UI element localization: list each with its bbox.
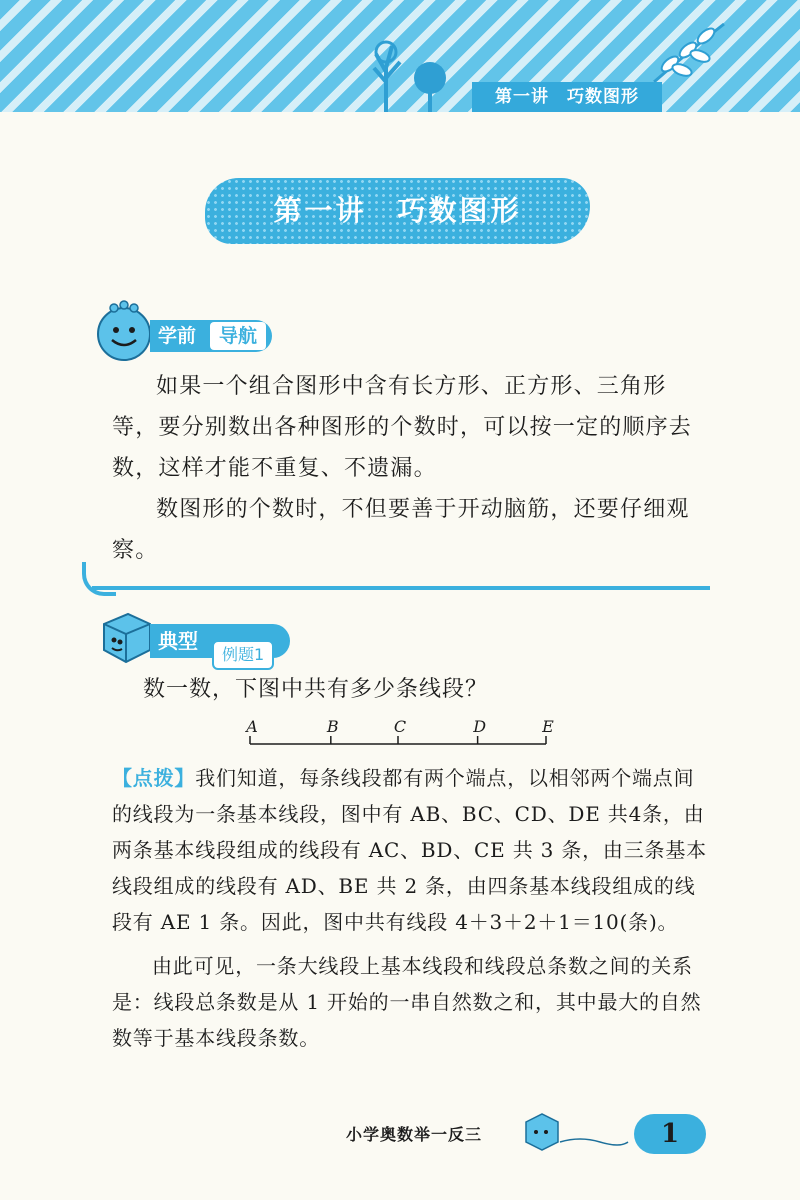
page-number: 1	[634, 1114, 706, 1154]
section-divider	[92, 586, 710, 590]
cube-mascot-small-icon	[520, 1108, 630, 1152]
running-title: 第一讲 巧数图形	[472, 82, 662, 112]
page-title: 第一讲 巧数图形	[205, 178, 590, 244]
intro-heading	[150, 320, 272, 352]
book-title: 小学奥数举一反三	[346, 1125, 483, 1144]
leaf-icon	[648, 18, 728, 88]
intro-heading-part2: 导航	[210, 322, 266, 350]
intro-text	[112, 366, 712, 571]
example-question: 数一数，下图中共有多少条线段？	[143, 677, 489, 702]
example-heading-part2: 例题1	[212, 640, 274, 670]
point-label-A: A	[246, 717, 258, 736]
point-label-B: B	[326, 717, 339, 736]
smiley-mascot-icon	[94, 300, 158, 364]
line-segment-figure	[240, 710, 560, 754]
intro-paragraph-2: 数图形的个数时，不但要善于开动脑筋，还要仔细观察。	[112, 497, 690, 563]
hint-label: 【点拨】	[112, 766, 196, 790]
hint-block	[112, 760, 712, 1056]
example-heading-part1: 典型	[158, 629, 198, 653]
hint-text: 我们知道，每条线段都有两个端点，以相邻两个端点间的线段为一条基本线段，图中有 AB、BC、CD、DE 共4条，由两条基本线段组成的线段有 AC、BD、CE 共 3 条，由三条基本线段组成的线段有 AD、BE 共 2 条，由四条基本线段组成的线段有 AE 1 条。因此，图中共有线段 4＋3＋2＋1＝10(条)。	[112, 766, 707, 934]
point-label-C: C	[393, 717, 407, 736]
cube-mascot-icon	[94, 604, 158, 668]
tree-icon	[352, 38, 462, 112]
point-label-D: D	[473, 717, 487, 736]
intro-heading-part1: 学前	[158, 325, 197, 347]
section-divider-curve	[82, 562, 116, 596]
conclusion-text: 由此可见，一条大线段上基本线段和线段总条数之间的关系是：线段总条数是从 1 开始的一串自然数之和，其中最大的自然数等于基本线段条数。	[112, 954, 702, 1050]
point-label-E: E	[542, 717, 554, 736]
example-heading	[150, 624, 290, 664]
intro-paragraph-1: 如果一个组合图形中含有长方形、正方形、三角形等，要分别数出各种图形的个数时，可以按一定的顺序去数，这样才能不重复、不遗漏。	[112, 374, 693, 481]
